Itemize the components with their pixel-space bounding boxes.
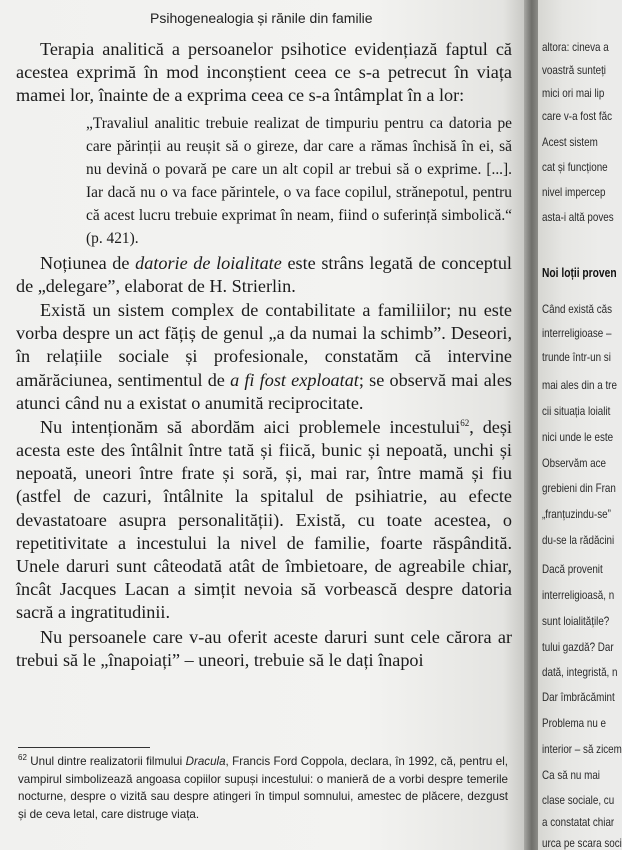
footnote-number: 62 <box>18 753 27 763</box>
paragraph-5: Nu persoanele care v-au oferit aceste daruri sunt cele cărora ar trebui să le „înapoiați” – uneori, trebuie să le dați înapoi <box>16 626 512 670</box>
next-page-line: mici ori mai lip <box>542 86 605 100</box>
next-page-line: altora: cineva a <box>542 40 609 54</box>
paragraph-3-italic: a fi fost exploatat <box>230 369 359 390</box>
next-page-line: sunt loialitățile? <box>542 614 610 628</box>
paragraph-1: Terapia analitică a persoanelor psihotice evidențiază faptul că acestea exprimă în mod inconștient ceea ce s-a petrecut în viața mamei lor, înainte de a exprima ceea ce s-a întâmplat în a lor: <box>16 39 512 106</box>
next-page-line: cat și funcțione <box>542 160 608 174</box>
footnote-text-a: Unul dintre realizatorii filmului <box>26 755 186 768</box>
next-page-line: cii situația loialit <box>542 404 611 418</box>
footnote-reference: 62 <box>460 417 470 428</box>
next-page-line: grebieni din Fran <box>542 481 616 495</box>
paragraph-2-italic: datorie de loialitate <box>135 252 282 273</box>
main-text <box>16 38 512 673</box>
book-gutter <box>524 0 538 850</box>
next-page-line: Observăm ace <box>542 456 606 470</box>
block-quote: „Travaliul analitic trebuie realizat de timpuriu pentru ca datoria pe care părinții au reușit să o gireze, dar care a rămas închisă în ei, să nu devină o povară pe care un alt copil ar trebui să o exprime. [...]. Iar dacă nu o va face părintele, o va face copilul, strănepotul, pentru că acest lucru trebuie exprimat în neam, fiind o suferință simbolică.“ (p. 421). <box>86 114 512 247</box>
paragraph-3-text-b: ; se observă mai ales atunci când nu a existat o anumită reciprocitate. <box>16 369 512 413</box>
next-page-line: care v-a fost făc <box>542 109 613 123</box>
next-page-line: Ca să nu mai <box>542 768 600 782</box>
footnote-text-b: , Francis Ford Coppola, declara, în 1992, că, pentru el, vampirul simbolizează angoasa copiilor supuși incestului: o manieră de a vorbi despre temerile nocturne, despre o vizită sau despre atingeri în timpul somnului, amestec de plăcere, dezgust și de ceva letal, care distruge viața. <box>18 755 508 821</box>
next-page-line: asta-i altă poves <box>542 210 614 224</box>
next-page-heading: Noi loții proven <box>542 266 617 280</box>
next-page-line: „franțuzindu-se” <box>542 507 611 521</box>
footnote-italic: Dracula <box>185 755 226 768</box>
paragraph-2 <box>16 252 512 298</box>
book-page-right <box>538 0 622 850</box>
next-page-line: nivel impercep <box>542 185 606 199</box>
next-page-line: urca pe scara soci <box>542 836 622 850</box>
paragraph-4-text-a: Nu intenționăm să abordăm aici problemele incestului <box>40 416 461 437</box>
next-page-line: interior – să zicem <box>542 742 622 756</box>
next-page-line: Problema nu e <box>542 716 606 730</box>
next-page-line: interreligioase – <box>542 326 612 340</box>
next-page-line: Dar îmbrăcămint <box>542 690 615 704</box>
next-page-line: tului gazdă? Dar <box>542 640 614 654</box>
next-page-line: Când există căs <box>542 302 613 316</box>
footnote <box>18 753 508 823</box>
next-page-line: a constatat chiar <box>542 815 615 829</box>
next-page-line: dată, integristă, n <box>542 665 618 679</box>
next-page-line: trunde într-un si <box>542 350 611 364</box>
next-page-line: mai ales din a tre <box>542 378 617 392</box>
paragraph-4-text-b: , deși acesta este des întâlnit între tată și fiică, bunic și nepoată, unchi și nepoată, uneori între frate și soră, și, mai rar, între mamă și fiu (astfel de cazuri, întâlnite la spitalul de psihiatrie, au efecte devastatoare asupra personalității). Există, cu toate acestea, o repetitivitate a incestului la nivel de familie, foarte răspândită. Unele daruri sunt câteodată atât de îmbietoare, de agreabile chiar, încât Jacques Lacan a simțit nevoia să vorbească despre datoria sacră a ingratitudinii. <box>16 416 512 623</box>
footnote-divider <box>18 747 150 748</box>
next-page-line: nici unde le este <box>542 430 614 444</box>
next-page-line: Acest sistem <box>542 135 598 149</box>
next-page-line: interreligioasă, n <box>542 588 615 602</box>
next-page-line: clase sociale, cu <box>542 793 615 807</box>
paragraph-3 <box>16 299 512 415</box>
paragraph-2-text-a: Noțiunea de <box>40 252 136 273</box>
paragraph-3-text-a: Există un sistem complex de contabilitate a familiilor; nu este vorba despre un act fățiș de genul „a da numai la schimb”. Deseori, în relațiile sociale și profesionale, constatăm că intervine amărăciunea, sentimentul de <box>16 299 512 390</box>
next-page-line: Dacă provenit <box>542 562 603 576</box>
running-head: Psihogenealogia și rănile din familie <box>150 10 373 26</box>
next-page-line: du-se la rădăcini <box>542 533 615 547</box>
next-page-line: voastră sunteți <box>542 63 606 77</box>
paragraph-4 <box>16 416 512 625</box>
paragraph-2-text-b: este strâns legată de conceptul de „delegare”, elaborat de H. Strierlin. <box>16 252 512 296</box>
